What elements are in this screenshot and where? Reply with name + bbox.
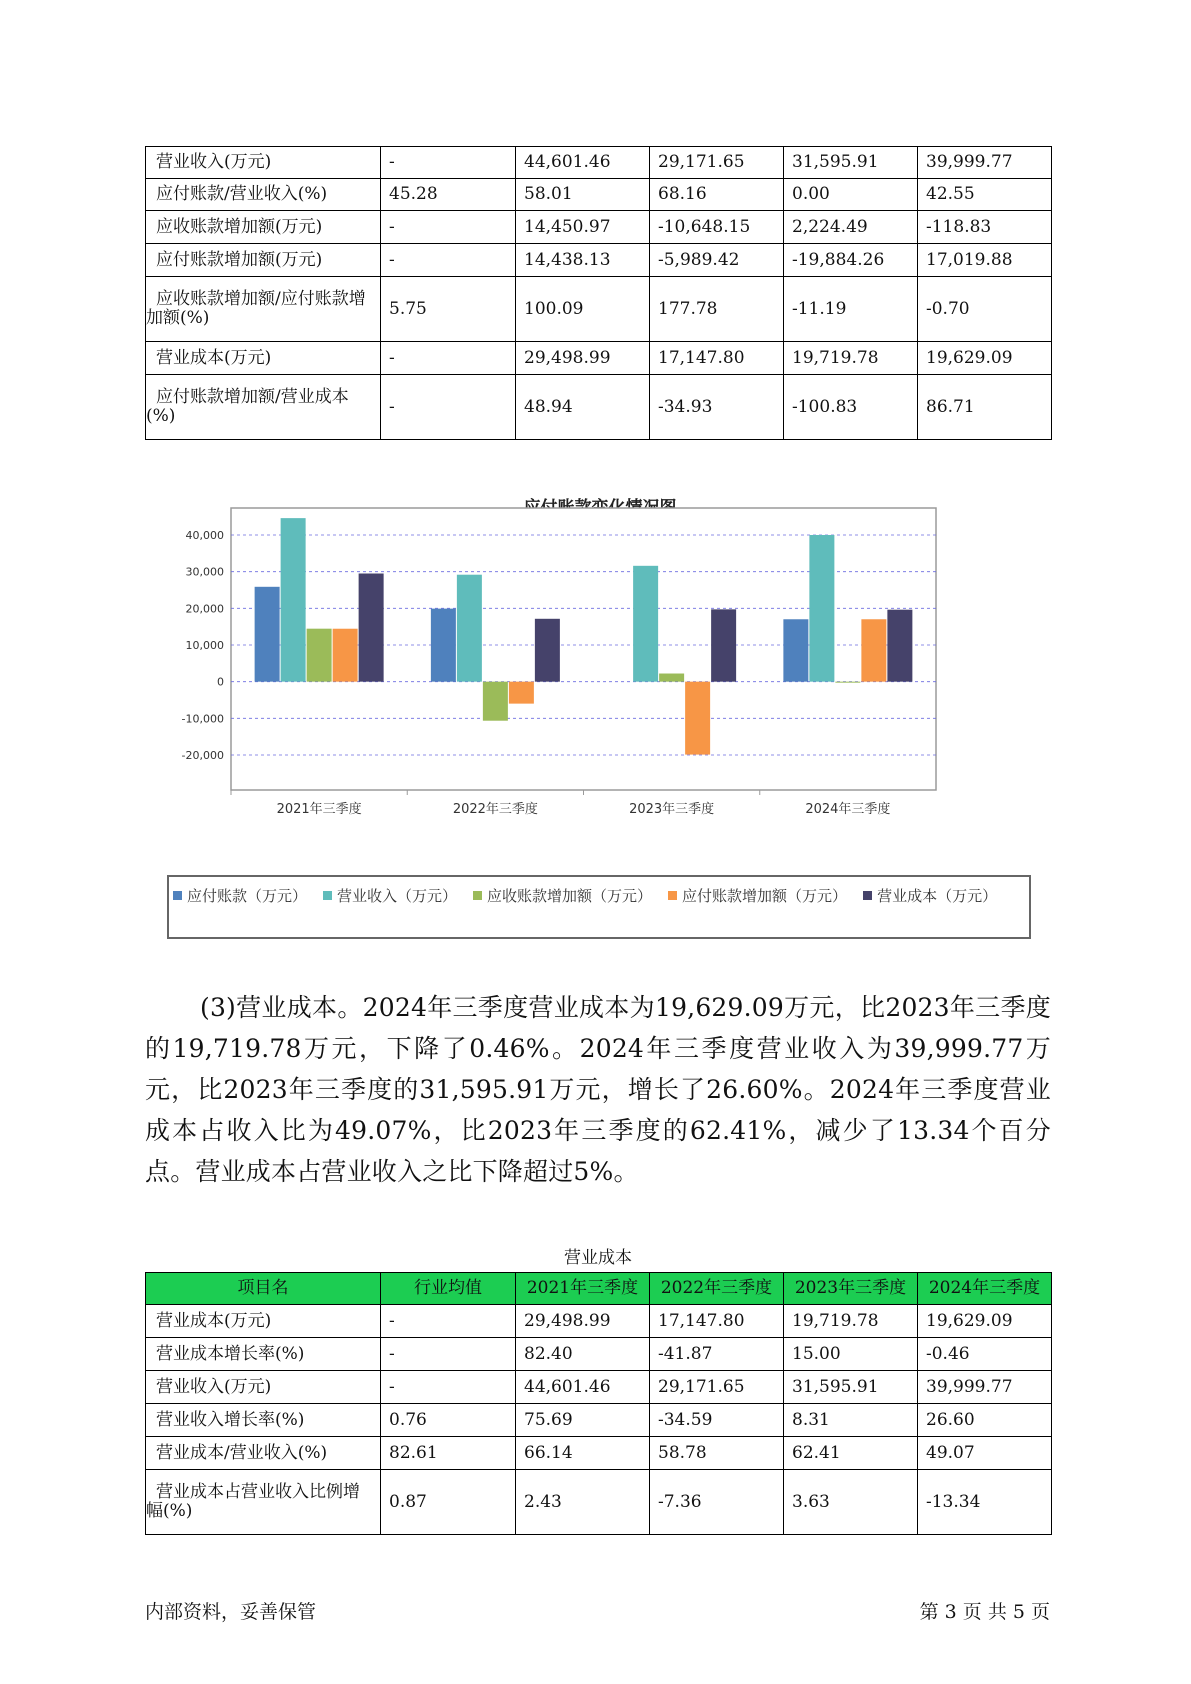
- bar: [281, 518, 306, 682]
- legend-item: [173, 881, 307, 909]
- table-cell: -10,648.15: [650, 211, 784, 244]
- bar: [861, 619, 886, 681]
- y-tick-label: 40,000: [185, 529, 224, 542]
- table-cell: 14,450.97: [516, 211, 650, 244]
- table-cell: 82.61: [381, 1437, 516, 1470]
- legend-label: 营业收入（万元）: [337, 886, 458, 905]
- row-label: 应付账款增加额(万元): [146, 244, 381, 277]
- table-cell: 29,171.65: [650, 1371, 784, 1404]
- bar: [255, 587, 280, 682]
- table-cell: 44,601.46: [516, 1371, 650, 1404]
- row-label: 营业成本(万元): [146, 1305, 381, 1338]
- table-cell: 100.09: [516, 277, 650, 342]
- legend-label: 应收账款增加额（万元）: [487, 886, 653, 905]
- column-header: 行业均值: [381, 1273, 516, 1305]
- table-cell: -13.34: [918, 1470, 1052, 1535]
- table-row: [146, 1371, 1052, 1404]
- table-cell: 8.31: [784, 1404, 918, 1437]
- column-header: 2021年三季度: [516, 1273, 650, 1305]
- column-header: 2022年三季度: [650, 1273, 784, 1305]
- table-row: [146, 1470, 1052, 1535]
- x-tick-label: 2021年三季度: [276, 802, 362, 817]
- table-cell: 0.76: [381, 1404, 516, 1437]
- table-row: [146, 277, 1052, 342]
- table-cell: -34.93: [650, 375, 784, 440]
- table-cell: -: [381, 211, 516, 244]
- table-cell: -19,884.26: [784, 244, 918, 277]
- bar: [535, 619, 560, 682]
- table-cell: 42.55: [918, 179, 1052, 211]
- bar: [685, 682, 710, 755]
- bar: [711, 609, 736, 681]
- legend-item: [323, 881, 457, 909]
- table-cell: -: [381, 1371, 516, 1404]
- table-cell: 49.07: [918, 1437, 1052, 1470]
- table-cell: 31,595.91: [784, 1371, 918, 1404]
- row-label: 应付账款增加额/营业成本(%): [146, 375, 381, 440]
- table-cell: -5,989.42: [650, 244, 784, 277]
- table-cell: 48.94: [516, 375, 650, 440]
- legend-swatch: [863, 891, 872, 900]
- table-cell: 26.60: [918, 1404, 1052, 1437]
- legend-swatch: [668, 891, 677, 900]
- table-cell: 68.16: [650, 179, 784, 211]
- table-cell: 29,498.99: [516, 342, 650, 375]
- table-header-row: [146, 1273, 1052, 1305]
- table-cell: 31,595.91: [784, 147, 918, 179]
- table-cell: -7.36: [650, 1470, 784, 1535]
- bar: [809, 535, 834, 682]
- legend-item: [473, 881, 652, 909]
- table-cell: 39,999.77: [918, 1371, 1052, 1404]
- table-cell: 2.43: [516, 1470, 650, 1535]
- table-row: [146, 147, 1052, 179]
- legend-swatch: [323, 891, 332, 900]
- analysis-paragraph: (3)营业成本。2024年三季度营业成本为19,629.09万元，比2023年三季度的19,719.78万元，下降了0.46%。2024年三季度营业收入为39,999.77万元，比2023年三季度的31,595.91万元，增长了26.60%。2024年三季度营业成本占收入比为49.07%，比2023年三季度的62.41%，减少了13.34个百分点。营业成本占营业收入之比下降超过5%。: [145, 993, 1051, 1186]
- table-cell: -: [381, 244, 516, 277]
- row-label: 营业收入(万元): [146, 147, 381, 179]
- table-row: [146, 342, 1052, 375]
- table-cell: -118.83: [918, 211, 1052, 244]
- table-cell: 75.69: [516, 1404, 650, 1437]
- legend-swatch: [473, 891, 482, 900]
- y-tick-label: -10,000: [181, 712, 224, 726]
- bar: [887, 610, 912, 682]
- table-cell: 14,438.13: [516, 244, 650, 277]
- table-cell: -11.19: [784, 277, 918, 342]
- bar: [457, 575, 482, 682]
- table-row: [146, 211, 1052, 244]
- table-cell: 66.14: [516, 1437, 650, 1470]
- row-label: 应收账款增加额(万元): [146, 211, 381, 244]
- x-tick-label: 2022年三季度: [452, 802, 538, 817]
- bar: [835, 682, 860, 683]
- legend-item: [668, 881, 847, 909]
- table-cell: -100.83: [784, 375, 918, 440]
- legend-label: 应付账款增加额（万元）: [682, 886, 848, 905]
- x-tick-label: 2023年三季度: [629, 802, 715, 817]
- row-label: 营业成本(万元): [146, 342, 381, 375]
- bar: [307, 629, 332, 682]
- bar: [633, 566, 658, 682]
- bar: [783, 619, 808, 681]
- bar: [333, 629, 358, 682]
- table-cell: 19,629.09: [918, 1305, 1052, 1338]
- bar: [483, 682, 508, 721]
- y-tick-label: -20,000: [181, 749, 224, 762]
- table-cell: 45.28: [381, 179, 516, 211]
- bar: [659, 674, 684, 682]
- table-cell: 0.00: [784, 179, 918, 211]
- y-tick-label: 10,000: [185, 639, 224, 652]
- legend-label: 营业成本（万元）: [877, 886, 998, 905]
- y-tick-label: 0: [217, 675, 224, 689]
- table-cell: 58.78: [650, 1437, 784, 1470]
- table-cell: 82.40: [516, 1338, 650, 1371]
- table-row: [146, 244, 1052, 277]
- table-cell: -: [381, 342, 516, 375]
- table-cell: 19,629.09: [918, 342, 1052, 375]
- table-row: [146, 1404, 1052, 1437]
- table-cell: 62.41: [784, 1437, 918, 1470]
- row-label: 营业收入增长率(%): [146, 1404, 381, 1437]
- bar: [509, 682, 534, 704]
- table-cell: 2,224.49: [784, 211, 918, 244]
- row-label: 营业成本占营业收入比例增幅(%): [146, 1470, 381, 1535]
- table-cell: 29,171.65: [650, 147, 784, 179]
- table-row: [146, 1305, 1052, 1338]
- table-cell: -0.70: [918, 277, 1052, 342]
- legend-swatch: [173, 891, 182, 900]
- table-cell: -: [381, 147, 516, 179]
- table-cell: -: [381, 375, 516, 440]
- table-cell: -34.59: [650, 1404, 784, 1437]
- table-cell: 86.71: [918, 375, 1052, 440]
- column-header: 2023年三季度: [784, 1273, 918, 1305]
- row-label: 营业成本/营业收入(%): [146, 1437, 381, 1470]
- operating-cost-table: [145, 1272, 1052, 1535]
- table-cell: 0.87: [381, 1470, 516, 1535]
- financial-table-payables: [145, 146, 1052, 440]
- table-row: [146, 179, 1052, 211]
- footer-page-number: 第 3 页 共 5 页: [919, 1601, 1050, 1623]
- x-tick-label: 2024年三季度: [805, 802, 891, 817]
- table-cell: 3.63: [784, 1470, 918, 1535]
- y-tick-label: 20,000: [185, 602, 224, 616]
- bar: [359, 574, 384, 682]
- table-cell: 58.01: [516, 179, 650, 211]
- table-cell: 29,498.99: [516, 1305, 650, 1338]
- row-label: 应收账款增加额/应付账款增加额(%): [146, 277, 381, 342]
- table-cell: 19,719.78: [784, 342, 918, 375]
- table-cell: 5.75: [381, 277, 516, 342]
- table-row: [146, 375, 1052, 440]
- column-header: 2024年三季度: [918, 1273, 1052, 1305]
- table-cell: 17,147.80: [650, 342, 784, 375]
- table-cell: 17,019.88: [918, 244, 1052, 277]
- table-cell: -41.87: [650, 1338, 784, 1371]
- y-tick-label: 30,000: [185, 565, 224, 579]
- table-row: [146, 1437, 1052, 1470]
- bar: [431, 609, 456, 682]
- table-row: [146, 1338, 1052, 1371]
- table-cell: 19,719.78: [784, 1305, 918, 1338]
- column-header: 项目名: [146, 1273, 381, 1305]
- table-caption: 营业成本: [564, 1248, 632, 1268]
- row-label: 营业收入(万元): [146, 1371, 381, 1404]
- table-cell: -0.46: [918, 1338, 1052, 1371]
- row-label: 应付账款/营业收入(%): [146, 179, 381, 211]
- table-cell: 44,601.46: [516, 147, 650, 179]
- table-cell: 17,147.80: [650, 1305, 784, 1338]
- footer-confidential-note: 内部资料，妥善保管: [145, 1601, 317, 1623]
- table-cell: -: [381, 1338, 516, 1371]
- legend-item: [863, 881, 997, 909]
- legend-label: 应付账款（万元）: [187, 886, 308, 905]
- table-cell: 177.78: [650, 277, 784, 342]
- chart-legend: [167, 875, 1031, 939]
- table-cell: 15.00: [784, 1338, 918, 1371]
- table-cell: -: [381, 1305, 516, 1338]
- table-cell: 39,999.77: [918, 147, 1052, 179]
- row-label: 营业成本增长率(%): [146, 1338, 381, 1371]
